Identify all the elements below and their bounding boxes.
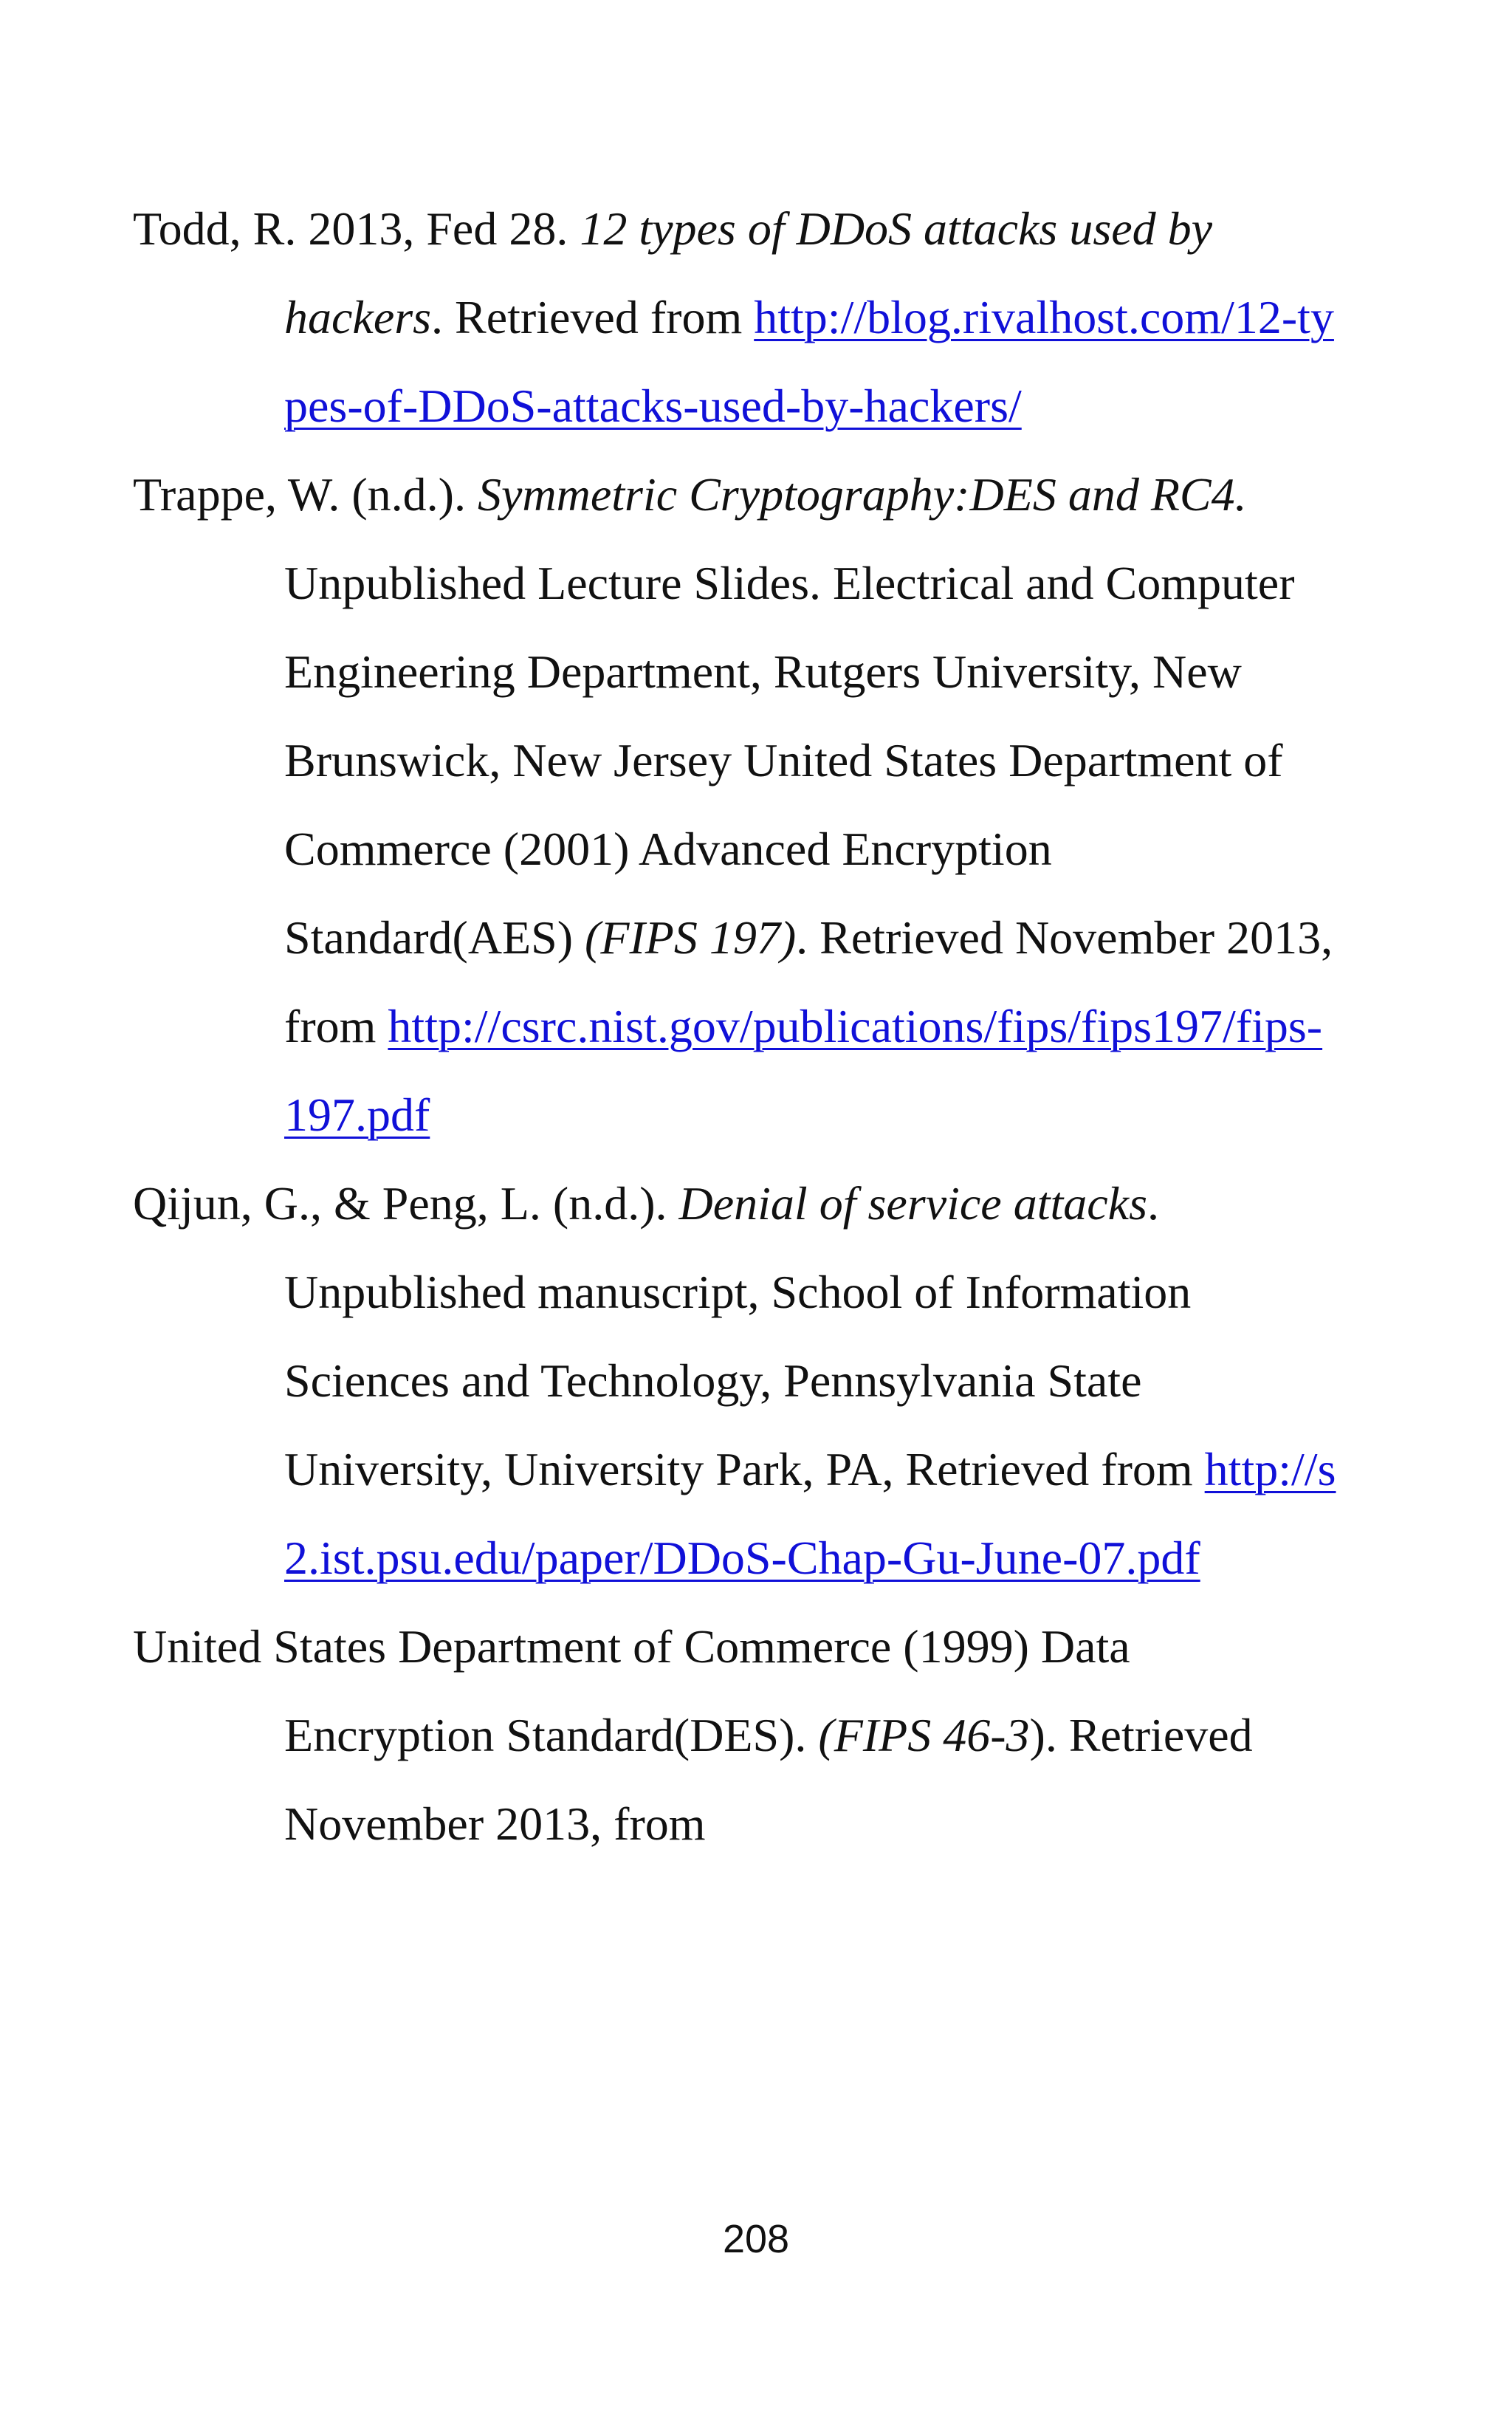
reference-author-date: Todd, R. 2013, Fed 28.	[133, 202, 580, 255]
reference-trappe	[133, 450, 1344, 1159]
reference-title: Symmetric Cryptography:DES and RC4.	[477, 468, 1247, 521]
reference-title-secondary: (FIPS 197)	[585, 911, 797, 964]
reference-text: . Retrieved from	[431, 291, 755, 343]
reference-author-date: Trappe, W. (n.d.).	[133, 468, 478, 521]
reference-text: Unpublished Lecture Slides. Electrical and Computer Engineering Department, Rutgers University, New Brunswick, New Jersey United States Department of Commerce (2001) Advanced Encryption Standard(AES)	[284, 557, 1295, 964]
reference-link[interactable]: http://csrc.nist.gov/publications/fips/fips197/fips-197.pdf	[284, 1000, 1323, 1141]
reference-author-date: United States Department of Commerce (1999) Data Encryption Standard(DES).	[133, 1620, 1130, 1761]
reference-text: ). Retrieved November 2013, from	[284, 1709, 1253, 1850]
reference-title: 12 types of DDoS attacks used by hackers	[284, 202, 1213, 343]
reference-us-commerce	[133, 1603, 1344, 1868]
reference-author-date: Qijun, G., & Peng, L. (n.d.).	[133, 1177, 679, 1230]
reference-todd	[133, 185, 1344, 450]
reference-title: (FIPS 46-3	[818, 1709, 1030, 1761]
reference-list	[133, 185, 1344, 1868]
reference-link[interactable]: http://blog.rivalhost.com/12-types-of-DDoS-attacks-used-by-hackers/	[284, 291, 1334, 432]
reference-qijun	[133, 1159, 1344, 1603]
reference-text: . Unpublished manuscript, School of Information Sciences and Technology, Pennsylvania State University, University Park, PA, Retrieved from	[284, 1177, 1205, 1495]
reference-text-secondary: . Retrieved November 2013, from	[284, 911, 1333, 1052]
reference-title: Denial of service attacks	[678, 1177, 1147, 1230]
page-number: 208	[722, 2217, 790, 2261]
reference-link[interactable]: http://s2.ist.psu.edu/paper/DDoS-Chap-Gu-June-07.pdf	[284, 1443, 1336, 1584]
